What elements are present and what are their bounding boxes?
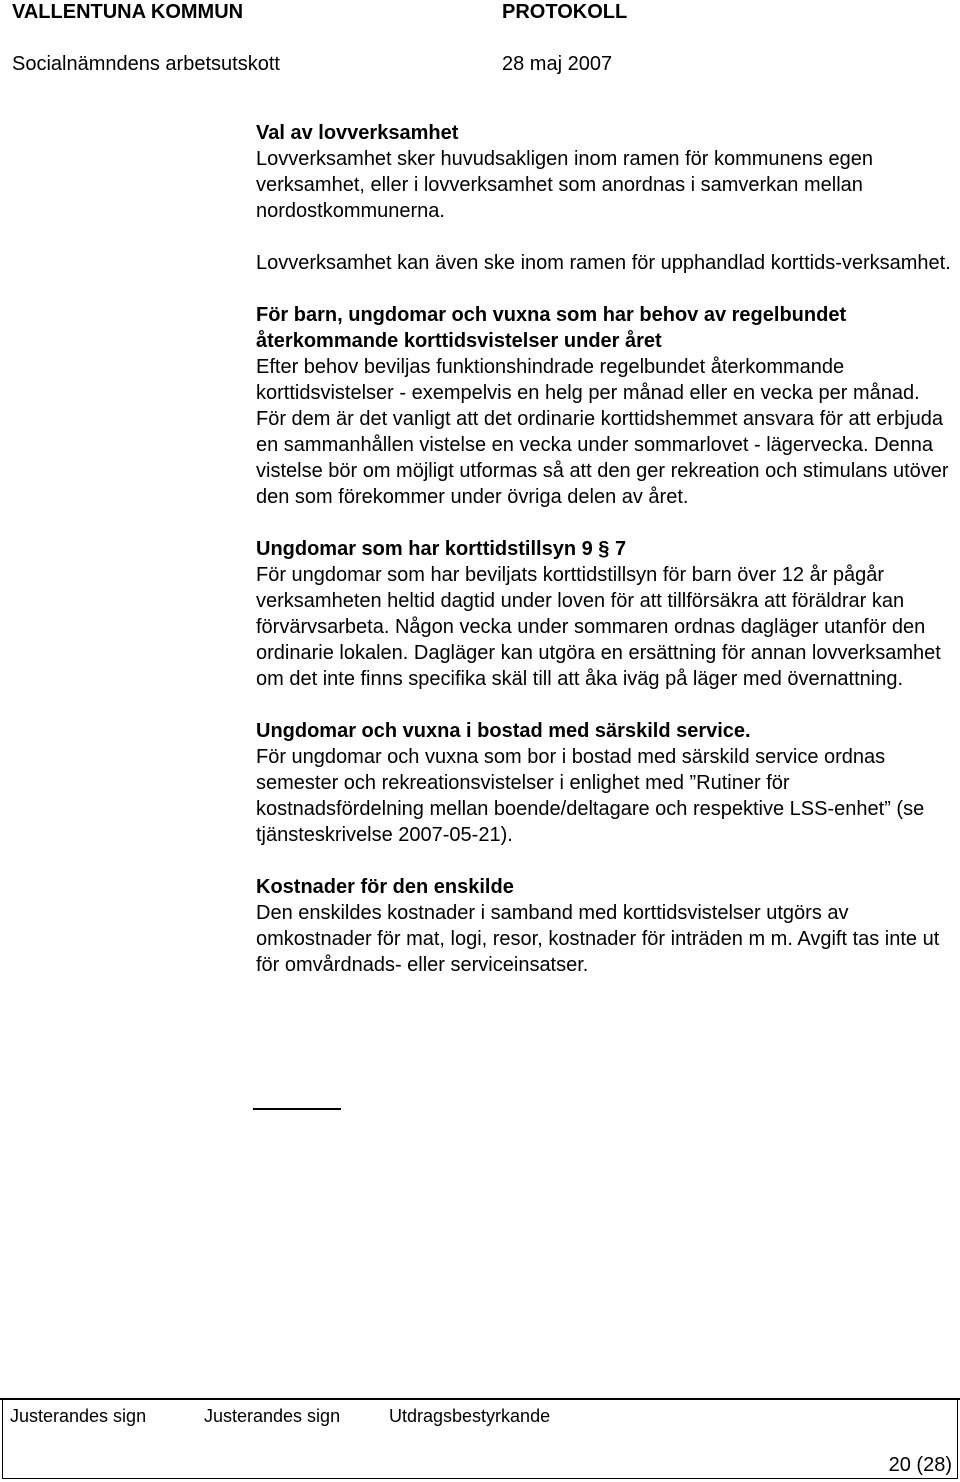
header-org-line	[12, 0, 628, 24]
section-paragraph: För ungdomar som har beviljats korttidstillsyn för barn över 12 år pågår verksamheten heltid dagtid under loven för att tillförsäkra att föräldrar kan förvärvsarbeta. Någon vecka under sommaren ordnas dagläger utanför den ordinarie lokalen. Dagläger kan utgöra en ersättning för annan lovverksamhet om det inte finns specifika skäl till att åka iväg på läger med övernattning.	[256, 564, 941, 690]
section-heading: Ungdomar och vuxna i bostad med särskild service.	[256, 720, 751, 742]
header-committee-line	[12, 52, 613, 76]
section-heading: Val av lovverksamhet	[256, 122, 459, 144]
section-heading: För barn, ungdomar och vuxna som har behov av regelbundet återkommande korttidsvistelser under året	[256, 304, 847, 352]
end-separator-line	[253, 1108, 341, 1110]
footer-right-border	[957, 1398, 958, 1479]
document-body	[256, 120, 954, 978]
footer-left-border	[2, 1398, 3, 1478]
doc-type: PROTOKOLL	[502, 1, 628, 23]
org-name: VALLENTUNA KOMMUN	[12, 1, 244, 23]
footer-bottom-border	[2, 1478, 958, 1479]
signature-label-2: Justerandes sign	[204, 1406, 341, 1426]
section-paragraph: Lovverksamhet sker huvudsakligen inom ramen för kommunens egen verksamhet, eller i lovverksamhet som anordnas i samverkan mellan nordostkommunerna.	[256, 148, 873, 222]
meeting-date: 28 maj 2007	[502, 53, 613, 75]
section-heading: Kostnader för den enskilde	[256, 876, 514, 898]
section-heading: Ungdomar som har korttidstillsyn 9 § 7	[256, 538, 627, 560]
committee-name: Socialnämndens arbetsutskott	[12, 53, 280, 75]
section-paragraph: Lovverksamhet kan även ske inom ramen för upphandlad korttids-verksamhet.	[256, 252, 951, 274]
section-paragraph: För ungdomar och vuxna som bor i bostad med särskild service ordnas semester och rekreationsvistelser i enlighet med ”Rutiner för kostnadsfördelning mellan boende/deltagare och respektive LSS-enhet” (se tjänsteskrivelse 2007-05-21).	[256, 746, 925, 846]
section-paragraph: Den enskildes kostnader i samband med korttidsvistelser utgörs av omkostnader för mat, logi, resor, kostnader för inträden m m. Avgift tas inte ut för omvårdnads- eller serviceinsatser.	[256, 902, 940, 976]
signature-label-1: Justerandes sign	[10, 1406, 147, 1426]
section-paragraph: Efter behov beviljas funktionshindrade regelbundet återkommande korttidsvistelser - exempelvis en helg per månad eller en vecka per månad. För dem är det vanligt att det ordinarie korttidshemmet ansvara för att erbjuda en sammanhållen vistelse en vecka under sommarlovet - lägervecka. Denna vistelse bör om möjligt utformas så att den ger rekreation och stimulans utöver den som förekommer under övriga delen av året.	[256, 356, 949, 508]
page-number: 20 (28)	[888, 1454, 952, 1476]
certification-label: Utdragsbestyrkande	[389, 1406, 551, 1426]
footer-top-rule	[0, 1398, 960, 1400]
signature-footer	[0, 1398, 960, 1482]
